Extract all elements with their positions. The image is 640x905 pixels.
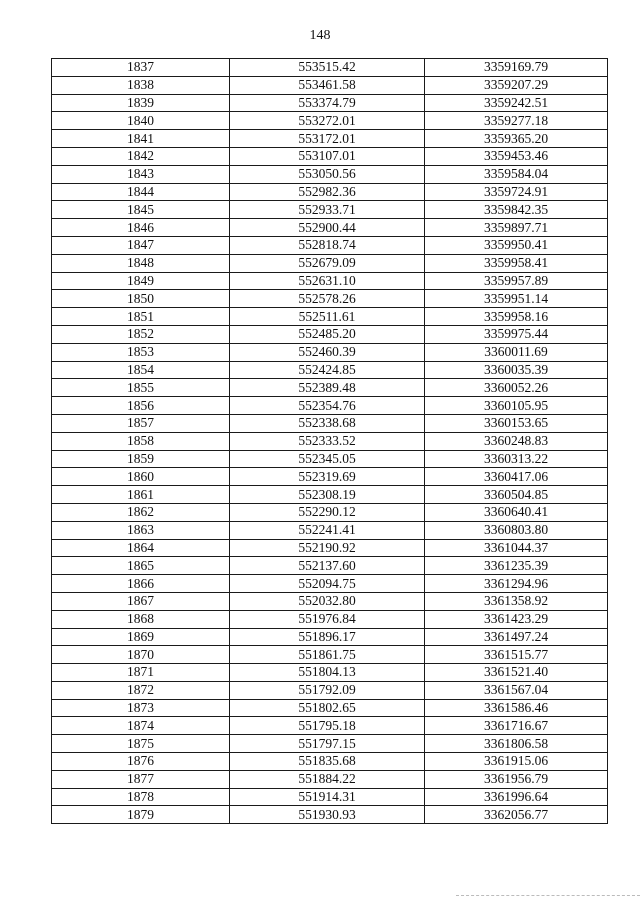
table-row [52,147,608,165]
point-number-cell: 1844 [52,183,230,201]
y-coordinate-cell: 3359897.71 [425,219,608,237]
table-row [52,59,608,77]
point-number-cell: 1872 [52,681,230,699]
y-coordinate-cell: 3359975.44 [425,325,608,343]
x-coordinate-cell: 552319.69 [230,468,425,486]
point-number-cell: 1867 [52,592,230,610]
point-number-cell: 1875 [52,735,230,753]
table-row [52,575,608,593]
point-number-cell: 1856 [52,397,230,415]
point-number-cell: 1859 [52,450,230,468]
coordinates-table-body [52,59,608,824]
y-coordinate-cell: 3359242.51 [425,94,608,112]
point-number-cell: 1857 [52,414,230,432]
x-coordinate-cell: 552631.10 [230,272,425,290]
point-number-cell: 1878 [52,788,230,806]
y-coordinate-cell: 3361521.40 [425,664,608,682]
y-coordinate-cell: 3360640.41 [425,503,608,521]
point-number-cell: 1861 [52,486,230,504]
table-row [52,201,608,219]
x-coordinate-cell: 552578.26 [230,290,425,308]
table-row [52,432,608,450]
x-coordinate-cell: 551861.75 [230,646,425,664]
y-coordinate-cell: 3359169.79 [425,59,608,77]
x-coordinate-cell: 552354.76 [230,397,425,415]
y-coordinate-cell: 3360035.39 [425,361,608,379]
x-coordinate-cell: 551804.13 [230,664,425,682]
y-coordinate-cell: 3362056.77 [425,806,608,824]
x-coordinate-cell: 552679.09 [230,254,425,272]
point-number-cell: 1852 [52,325,230,343]
point-number-cell: 1848 [52,254,230,272]
table-row [52,165,608,183]
x-coordinate-cell: 552094.75 [230,575,425,593]
y-coordinate-cell: 3360105.95 [425,397,608,415]
x-coordinate-cell: 551884.22 [230,770,425,788]
point-number-cell: 1876 [52,753,230,771]
table-row [52,681,608,699]
y-coordinate-cell: 3360803.80 [425,521,608,539]
y-coordinate-cell: 3360052.26 [425,379,608,397]
point-number-cell: 1845 [52,201,230,219]
x-coordinate-cell: 552460.39 [230,343,425,361]
table-row [52,788,608,806]
point-number-cell: 1851 [52,308,230,326]
table-row [52,94,608,112]
y-coordinate-cell: 3361497.24 [425,628,608,646]
point-number-cell: 1839 [52,94,230,112]
point-number-cell: 1843 [52,165,230,183]
point-number-cell: 1860 [52,468,230,486]
table-row [52,806,608,824]
table-row [52,557,608,575]
table-row [52,468,608,486]
x-coordinate-cell: 552032.80 [230,592,425,610]
table-row [52,628,608,646]
table-row [52,699,608,717]
table-row [52,717,608,735]
x-coordinate-cell: 552333.52 [230,432,425,450]
x-coordinate-cell: 552338.68 [230,414,425,432]
table-row [52,503,608,521]
x-coordinate-cell: 552308.19 [230,486,425,504]
x-coordinate-cell: 553172.01 [230,130,425,148]
point-number-cell: 1840 [52,112,230,130]
y-coordinate-cell: 3361567.04 [425,681,608,699]
point-number-cell: 1865 [52,557,230,575]
table-row [52,486,608,504]
table-row [52,254,608,272]
y-coordinate-cell: 3361806.58 [425,735,608,753]
table-row [52,450,608,468]
x-coordinate-cell: 552511.61 [230,308,425,326]
x-coordinate-cell: 551976.84 [230,610,425,628]
y-coordinate-cell: 3361996.64 [425,788,608,806]
x-coordinate-cell: 551930.93 [230,806,425,824]
page-number: 148 [309,28,331,43]
x-coordinate-cell: 553461.58 [230,76,425,94]
table-row [52,414,608,432]
y-coordinate-cell: 3361586.46 [425,699,608,717]
table-row [52,112,608,130]
x-coordinate-cell: 551797.15 [230,735,425,753]
y-coordinate-cell: 3360153.65 [425,414,608,432]
y-coordinate-cell: 3359584.04 [425,165,608,183]
point-number-cell: 1874 [52,717,230,735]
x-coordinate-cell: 552818.74 [230,236,425,254]
table-row [52,219,608,237]
y-coordinate-cell: 3359207.29 [425,76,608,94]
x-coordinate-cell: 551792.09 [230,681,425,699]
point-number-cell: 1858 [52,432,230,450]
table-row [52,753,608,771]
y-coordinate-cell: 3359365.20 [425,130,608,148]
table-row [52,76,608,94]
point-number-cell: 1855 [52,379,230,397]
table-row [52,379,608,397]
x-coordinate-cell: 552241.41 [230,521,425,539]
point-number-cell: 1854 [52,361,230,379]
point-number-cell: 1847 [52,236,230,254]
x-coordinate-cell: 553515.42 [230,59,425,77]
point-number-cell: 1850 [52,290,230,308]
point-number-cell: 1837 [52,59,230,77]
table-row [52,770,608,788]
x-coordinate-cell: 552137.60 [230,557,425,575]
table-row [52,343,608,361]
y-coordinate-cell: 3361956.79 [425,770,608,788]
point-number-cell: 1868 [52,610,230,628]
y-coordinate-cell: 3361515.77 [425,646,608,664]
point-number-cell: 1870 [52,646,230,664]
x-coordinate-cell: 551795.18 [230,717,425,735]
x-coordinate-cell: 552345.05 [230,450,425,468]
y-coordinate-cell: 3359950.41 [425,236,608,254]
table-row [52,592,608,610]
table-row [52,397,608,415]
point-number-cell: 1879 [52,806,230,824]
table-row [52,130,608,148]
x-coordinate-cell: 552900.44 [230,219,425,237]
x-coordinate-cell: 552190.92 [230,539,425,557]
table-row [52,308,608,326]
table-row [52,539,608,557]
point-number-cell: 1853 [52,343,230,361]
table-row [52,646,608,664]
x-coordinate-cell: 551802.65 [230,699,425,717]
table-row [52,521,608,539]
y-coordinate-cell: 3359724.91 [425,183,608,201]
table-row [52,610,608,628]
x-coordinate-cell: 551914.31 [230,788,425,806]
table-row [52,664,608,682]
table-row [52,325,608,343]
point-number-cell: 1841 [52,130,230,148]
y-coordinate-cell: 3361358.92 [425,592,608,610]
table-row [52,290,608,308]
y-coordinate-cell: 3359957.89 [425,272,608,290]
x-coordinate-cell: 551835.68 [230,753,425,771]
point-number-cell: 1849 [52,272,230,290]
table-row [52,236,608,254]
y-coordinate-cell: 3361915.06 [425,753,608,771]
coordinates-table [51,58,608,824]
point-number-cell: 1866 [52,575,230,593]
y-coordinate-cell: 3359277.18 [425,112,608,130]
y-coordinate-cell: 3360248.83 [425,432,608,450]
y-coordinate-cell: 3361294.96 [425,575,608,593]
x-coordinate-cell: 552389.48 [230,379,425,397]
x-coordinate-cell: 553050.56 [230,165,425,183]
point-number-cell: 1838 [52,76,230,94]
x-coordinate-cell: 553107.01 [230,147,425,165]
point-number-cell: 1873 [52,699,230,717]
point-number-cell: 1846 [52,219,230,237]
y-coordinate-cell: 3360313.22 [425,450,608,468]
y-coordinate-cell: 3359958.41 [425,254,608,272]
y-coordinate-cell: 3360504.85 [425,486,608,504]
point-number-cell: 1862 [52,503,230,521]
table-row [52,183,608,201]
x-coordinate-cell: 553272.01 [230,112,425,130]
table-row [52,272,608,290]
footer-dashed-line [456,895,640,896]
y-coordinate-cell: 3360417.06 [425,468,608,486]
point-number-cell: 1842 [52,147,230,165]
y-coordinate-cell: 3360011.69 [425,343,608,361]
x-coordinate-cell: 552933.71 [230,201,425,219]
table-row [52,735,608,753]
point-number-cell: 1871 [52,664,230,682]
table-row [52,361,608,379]
point-number-cell: 1869 [52,628,230,646]
x-coordinate-cell: 552290.12 [230,503,425,521]
x-coordinate-cell: 551896.17 [230,628,425,646]
y-coordinate-cell: 3359842.35 [425,201,608,219]
x-coordinate-cell: 552424.85 [230,361,425,379]
x-coordinate-cell: 552982.36 [230,183,425,201]
y-coordinate-cell: 3359951.14 [425,290,608,308]
y-coordinate-cell: 3359453.46 [425,147,608,165]
point-number-cell: 1864 [52,539,230,557]
y-coordinate-cell: 3359958.16 [425,308,608,326]
y-coordinate-cell: 3361423.29 [425,610,608,628]
x-coordinate-cell: 552485.20 [230,325,425,343]
y-coordinate-cell: 3361716.67 [425,717,608,735]
x-coordinate-cell: 553374.79 [230,94,425,112]
point-number-cell: 1877 [52,770,230,788]
point-number-cell: 1863 [52,521,230,539]
y-coordinate-cell: 3361235.39 [425,557,608,575]
y-coordinate-cell: 3361044.37 [425,539,608,557]
